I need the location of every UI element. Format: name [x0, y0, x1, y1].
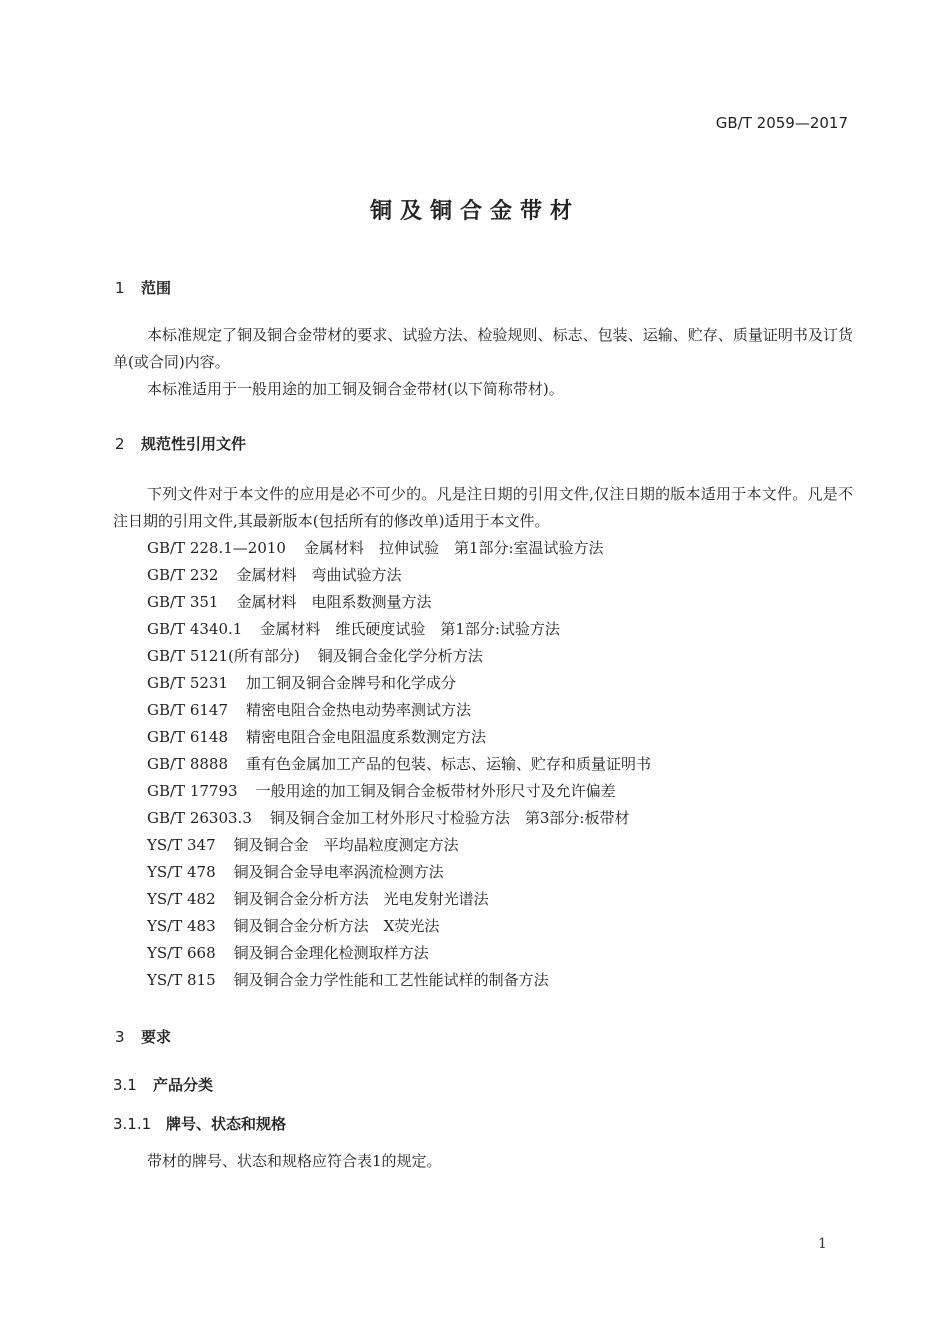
reference-code: GB/T 5121(所有部分)	[147, 647, 300, 665]
reference-title: 铜及铜合金分析方法 光电发射光谱法	[233, 890, 489, 908]
reference-code: GB/T 4340.1	[147, 620, 243, 638]
reference-code: YS/T 347	[147, 836, 216, 854]
standard-code: GB/T 2059—2017	[715, 114, 848, 132]
reference-title: 铜及铜合金力学性能和工艺性能试样的制备方法	[233, 971, 549, 989]
reference-code: GB/T 351	[147, 593, 219, 611]
list-item	[147, 670, 651, 697]
list-item	[147, 967, 651, 994]
list-item	[147, 859, 651, 886]
list-item	[147, 616, 651, 643]
reference-title: 金属材料 维氏硬度试验 第1部分:试验方法	[260, 620, 560, 638]
section-title: 要求	[141, 1028, 172, 1046]
section-3-1-1-heading	[113, 1113, 286, 1134]
section-number: 3.1	[113, 1076, 137, 1094]
list-item	[147, 643, 651, 670]
list-item	[147, 697, 651, 724]
reference-title: 金属材料 拉伸试验 第1部分:室温试验方法	[303, 539, 604, 557]
section-number: 3.1.1	[113, 1115, 152, 1133]
reference-title: 铜及铜合金化学分析方法	[317, 647, 483, 665]
section-number: 3	[115, 1028, 125, 1046]
list-item	[147, 940, 651, 967]
reference-title: 金属材料 电阻系数测量方法	[236, 593, 432, 611]
reference-title: 加工铜及铜合金牌号和化学成分	[246, 674, 457, 692]
reference-list	[147, 535, 651, 994]
reference-title: 精密电阻合金电阻温度系数测定方法	[246, 728, 487, 746]
list-item	[147, 832, 651, 859]
page-number: 1	[818, 1236, 827, 1252]
reference-title: 铜及铜合金 平均晶粒度测定方法	[233, 836, 459, 854]
section-number: 1	[115, 279, 125, 297]
references-intro: 下列文件对于本文件的应用是必不可少的。凡是注日期的引用文件,仅注日期的版本适用于本文件。凡是不注日期的引用文件,其最新版本(包括所有的修改单)适用于本文件。	[113, 485, 853, 530]
section-3-heading	[115, 1026, 171, 1047]
reference-code: GB/T 26303.3	[147, 809, 252, 827]
list-item	[147, 535, 651, 562]
reference-code: GB/T 17793	[147, 782, 238, 800]
list-item	[147, 751, 651, 778]
reference-code: YS/T 668	[147, 944, 216, 962]
section-1-heading	[115, 277, 171, 298]
list-item	[147, 805, 651, 832]
reference-code: GB/T 232	[147, 566, 219, 584]
reference-title: 一般用途的加工铜及铜合金板带材外形尺寸及允许偏差	[255, 782, 616, 800]
document-title: 铜及铜合金带材	[369, 199, 580, 224]
scope-paragraph-1: 本标准规定了铜及铜合金带材的要求、试验方法、检验规则、标志、包装、运输、贮存、质量证明书及订货单(或合同)内容。	[113, 326, 853, 371]
reference-code: YS/T 482	[147, 890, 216, 908]
reference-code: GB/T 6147	[147, 701, 229, 719]
list-item	[147, 589, 651, 616]
list-item	[147, 778, 651, 805]
reference-title: 精密电阻合金热电动势率测试方法	[246, 701, 472, 719]
classification-paragraph: 带材的牌号、状态和规格应符合表1的规定。	[147, 1152, 442, 1170]
section-2-heading	[115, 433, 246, 454]
reference-code: GB/T 6148	[147, 728, 229, 746]
reference-title: 铜及铜合金加工材外形尺寸检验方法 第3部分:板带材	[269, 809, 630, 827]
reference-code: GB/T 228.1—2010	[147, 539, 286, 557]
reference-title: 铜及铜合金导电率涡流检测方法	[233, 863, 444, 881]
list-item	[147, 913, 651, 940]
reference-code: GB/T 8888	[147, 755, 229, 773]
section-title: 牌号、状态和规格	[166, 1115, 287, 1133]
reference-code: GB/T 5231	[147, 674, 229, 692]
section-number: 2	[115, 435, 125, 453]
list-item	[147, 562, 651, 589]
reference-title: 重有色金属加工产品的包装、标志、运输、贮存和质量证明书	[246, 755, 652, 773]
scope-paragraph-2: 本标准适用于一般用途的加工铜及铜合金带材(以下简称带材)。	[147, 380, 564, 398]
reference-title: 铜及铜合金分析方法 X荧光法	[233, 917, 440, 935]
reference-title: 铜及铜合金理化检测取样方法	[233, 944, 429, 962]
list-item	[147, 886, 651, 913]
section-3-1-heading	[113, 1074, 213, 1095]
section-title: 范围	[141, 279, 172, 297]
list-item	[147, 724, 651, 751]
section-title: 产品分类	[153, 1076, 214, 1094]
reference-title: 金属材料 弯曲试验方法	[236, 566, 402, 584]
reference-code: YS/T 478	[147, 863, 216, 881]
reference-code: YS/T 815	[147, 971, 216, 989]
reference-code: YS/T 483	[147, 917, 216, 935]
section-title: 规范性引用文件	[141, 435, 247, 453]
